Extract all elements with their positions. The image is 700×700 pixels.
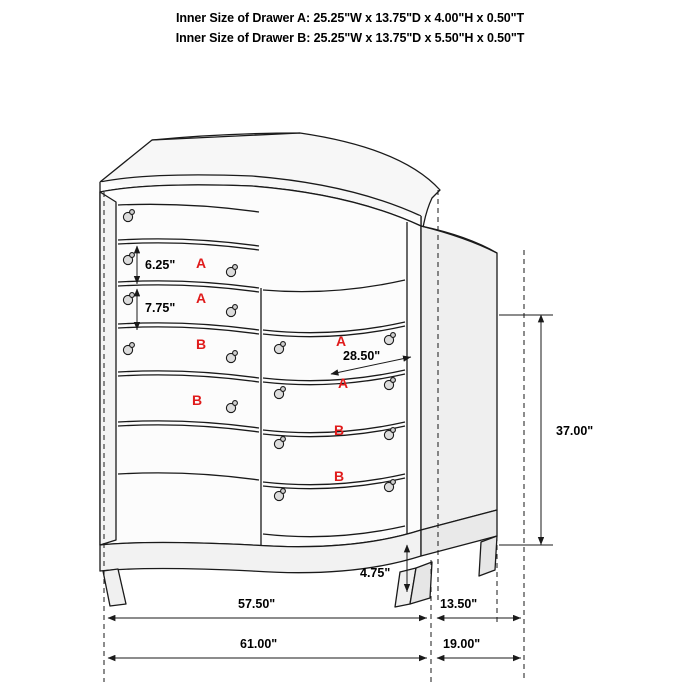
dimension-overall-height: 37.00" xyxy=(556,424,594,438)
dimension-leg-height: 4.75" xyxy=(360,566,391,580)
drawer-label-b1: B xyxy=(196,336,207,352)
dimension-front-width: 57.50" xyxy=(238,597,276,611)
drawer-label-b4: B xyxy=(334,468,345,484)
dimension-drawer-b-height: 7.75" xyxy=(145,301,176,315)
dimension-overall-width: 61.00" xyxy=(240,637,278,651)
dimension-side-width: 13.50" xyxy=(440,597,478,611)
drawer-label-a1: A xyxy=(196,255,207,271)
drawer-label-a4: A xyxy=(338,375,349,391)
drawer-a-spec-text: Inner Size of Drawer A: 25.25"W x 13.75"D x 4.00"H x 0.50"T xyxy=(175,11,525,25)
drawer-b-spec-text: Inner Size of Drawer B: 25.25"W x 13.75"D x 5.50"H x 0.50"T xyxy=(175,31,525,45)
drawer-label-b3: B xyxy=(334,422,345,438)
dimension-overall-depth: 19.00" xyxy=(443,637,481,651)
drawer-label-a3: A xyxy=(336,333,347,349)
dimension-drawer-a-height: 6.25" xyxy=(145,258,176,272)
drawer-label-b2: B xyxy=(192,392,203,408)
drawer-label-a2: A xyxy=(196,290,207,306)
dimension-top-depth: 28.50" xyxy=(343,349,381,363)
